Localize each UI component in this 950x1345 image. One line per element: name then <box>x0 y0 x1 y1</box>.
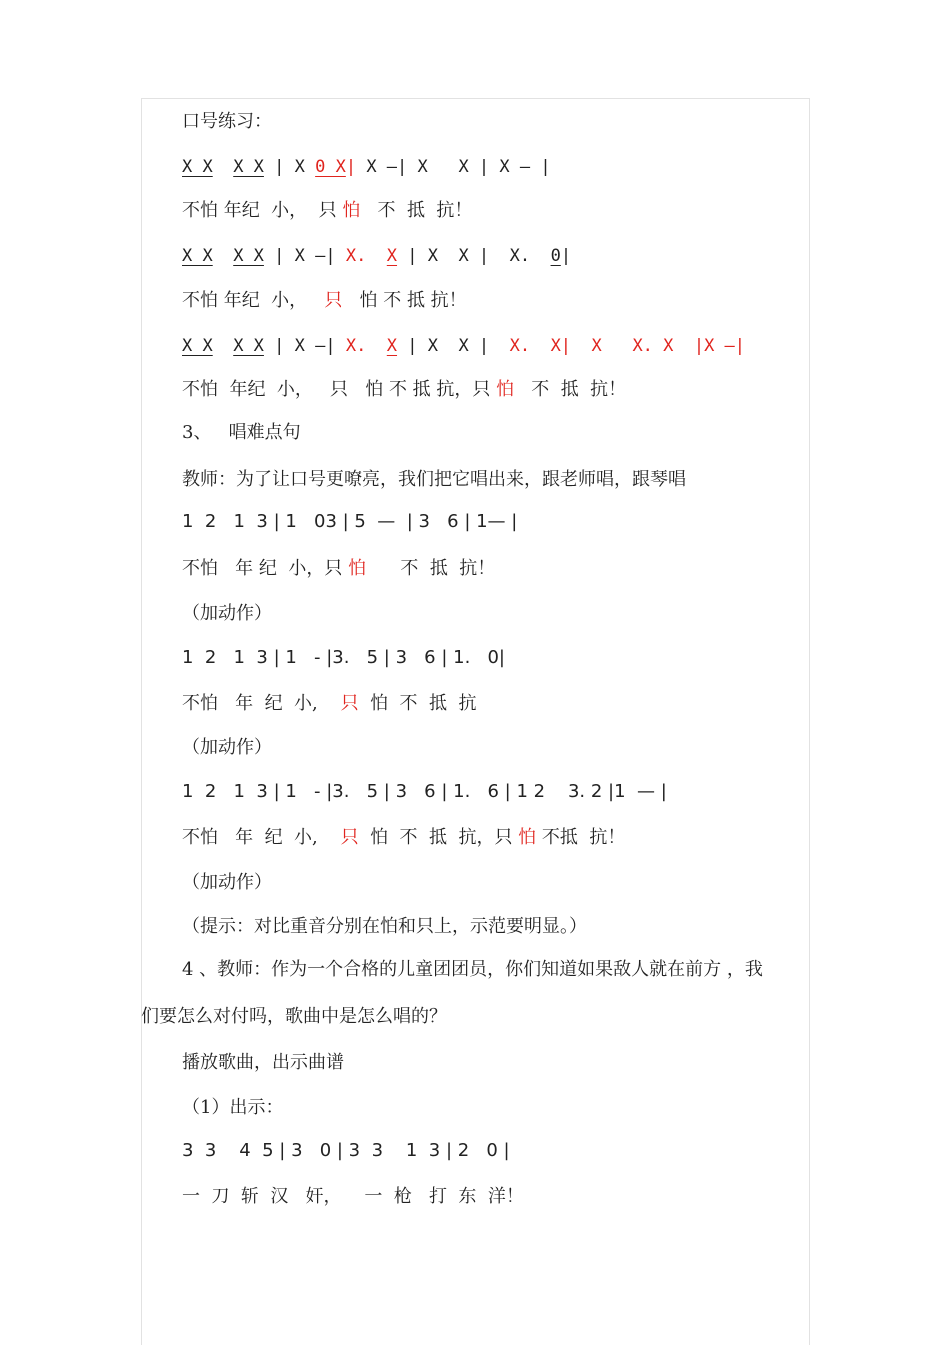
lyric-line-7: 一 刀 斩 汉 奸， 一 枪 打 东 洋！ <box>182 1186 524 1207</box>
lyric-text: 不 抵 抗！ <box>366 558 496 579</box>
lyric-text: 不怕 年纪 小， 只 <box>182 200 343 221</box>
lyric-line-6 <box>182 826 625 850</box>
rhythm-accent: X. <box>345 336 387 356</box>
rhythm-zero: 0 <box>550 246 561 266</box>
lyric-accent: 怕 <box>342 200 361 221</box>
notation-line-4: 3 3 4 5 | 3 0 | 3 3 1 3 | 2 0 | <box>182 1140 510 1161</box>
rhythm-line-2 <box>182 244 571 268</box>
rhythm-group: X X <box>182 246 213 266</box>
action-note: （加动作） <box>182 737 272 758</box>
rhythm-group: X X <box>233 246 264 266</box>
rhythm-bar: | X —| <box>274 246 346 266</box>
rhythm-bar: | X —| <box>274 336 346 356</box>
lyric-line-5 <box>182 692 476 716</box>
notation-line-2: 1 2 1 3 | 1 - |3. 5 | 3 6 | 1. 0| <box>182 647 505 668</box>
lyric-accent: 只 <box>340 827 359 848</box>
hint-line: （提示：对比重音分别在怕和只上，示范要明显。） <box>182 916 587 937</box>
lyric-accent: 怕 <box>496 379 515 400</box>
rhythm-bar: | <box>560 246 572 266</box>
lyric-accent: 只 <box>340 693 359 714</box>
teacher-line: 教师：为了让口号更嘹亮，我们把它唱出来，跟老师唱，跟琴唱 <box>182 469 686 490</box>
lyric-line-4 <box>182 557 495 581</box>
lyric-text: 不怕 年纪 小， 只 怕 不 抵 抗，只 <box>182 379 497 400</box>
rhythm-bar: | X <box>274 157 316 177</box>
lyric-text: 不怕 年 纪 小，只 <box>182 558 349 579</box>
rhythm-accent: X <box>386 246 398 266</box>
lyric-accent: 怕 <box>348 558 367 579</box>
rhythm-group: X X <box>233 157 264 177</box>
lyric-accent: 怕 <box>518 827 537 848</box>
action-note: （加动作） <box>182 603 272 624</box>
rhythm-accent: X. <box>345 246 387 266</box>
lyric-text: 不 抵 抗！ <box>514 379 627 400</box>
rhythm-group-accent: 0 X <box>315 157 346 177</box>
section-label: 口号练习： <box>182 111 272 132</box>
notation-line-3: 1 2 1 3 | 1 - |3. 5 | 3 6 | 1. 6 | 1 2 3. 2 |1 — | <box>182 781 667 802</box>
rhythm-group: X X <box>182 157 213 177</box>
rhythm-group: X X <box>233 336 264 356</box>
rhythm-bar: | <box>345 157 367 177</box>
notation-line-1: 1 2 1 3 | 1 03 | 5 — | 3 6 | 1— | <box>182 511 518 532</box>
paragraph-4-line-1: 4 、教师：作为一个合格的儿童团团员，你们知道如果敌人就在前方 ，我 <box>182 959 763 980</box>
rhythm-rest: | X X | X. <box>397 246 551 266</box>
action-note: （加动作） <box>182 872 272 893</box>
show-label: （1）出示： <box>182 1097 284 1118</box>
lyric-text: 不抵 抗！ <box>536 827 626 848</box>
lyric-text: 怕 不 抵 抗！ <box>342 290 467 311</box>
lyric-text: 不 抵 抗！ <box>360 200 473 221</box>
lyric-text: 怕 不 抵 抗，只 <box>358 827 519 848</box>
rhythm-line-3 <box>182 334 745 358</box>
rhythm-group: X X <box>182 336 213 356</box>
rhythm-line-1 <box>182 155 551 179</box>
rhythm-rest: X —| X X | X — | <box>366 157 551 177</box>
lyric-line-2 <box>182 289 467 313</box>
rhythm-rest: | X X | <box>397 336 510 356</box>
lyric-text: 不怕 年 纪 小, <box>182 693 341 714</box>
lyric-line-3 <box>182 378 626 402</box>
play-instruction: 播放歌曲，出示曲谱 <box>182 1052 344 1073</box>
lyric-accent: 只 <box>324 290 343 311</box>
rhythm-accent: X. X| X X. X |X —| <box>509 336 746 356</box>
lyric-line-1 <box>182 199 472 223</box>
rhythm-accent: X <box>386 336 398 356</box>
lyric-text: 不怕 年 纪 小, <box>182 827 341 848</box>
paragraph-4-line-2: 们要怎么对付吗，歌曲中是怎么唱的？ <box>141 1006 447 1027</box>
lyric-text: 不怕 年纪 小， <box>182 290 325 311</box>
lyric-text: 怕 不 抵 抗 <box>358 693 477 714</box>
section-heading-3: 3、 唱难点句 <box>182 422 301 443</box>
